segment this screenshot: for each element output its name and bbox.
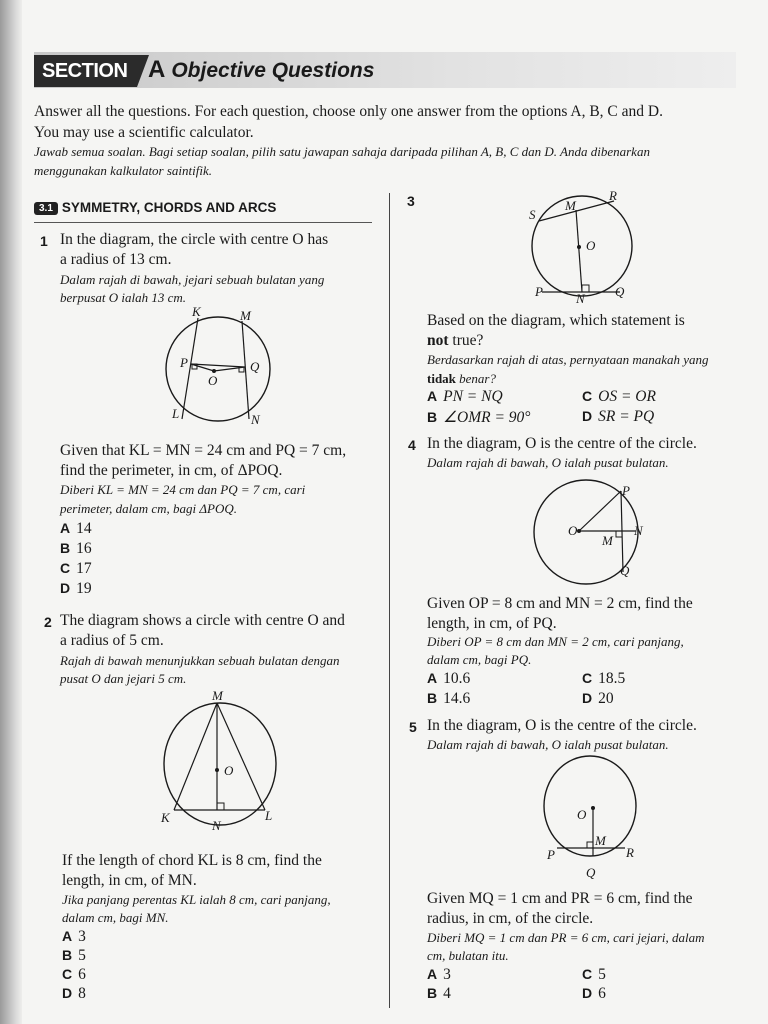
q5-option-c[interactable]: C 5 — [582, 966, 606, 983]
column-divider — [389, 193, 390, 1008]
q1-line-oq — [214, 367, 245, 371]
q4-given-en-1: Given OP = 8 cm and MN = 2 cm, find the — [427, 595, 693, 612]
q3-label-n: N — [576, 291, 585, 304]
q3-text-true: true? — [448, 332, 484, 349]
q5-option-b[interactable]: B 4 — [427, 985, 451, 1002]
q1-label-q: Q — [250, 359, 260, 374]
q1-diagram — [160, 304, 280, 432]
q5-text-ms-1: Dalam rajah di bawah, O ialah pusat bulatan. — [427, 737, 669, 752]
q4-label-n: N — [634, 523, 643, 538]
instructions-ms-1: Jawab semua soalan. Bagi setiap soalan, pilih satu jawapan sahaja daripada pilihan A, B, C dan D. Anda dibenarkan — [34, 144, 650, 159]
q3-line-mn — [576, 210, 582, 292]
q1-given-en-2: find the perimeter, in cm, of ΔPOQ. — [60, 462, 283, 479]
q4-option-c[interactable]: C 18.5 — [582, 670, 626, 687]
section-title — [148, 56, 374, 85]
q5-text-en-1: In the diagram, O is the centre of the circle. — [427, 717, 697, 734]
q4-label-p: P — [622, 483, 630, 498]
q2-option-c[interactable]: C 6 — [62, 966, 86, 983]
q2-circle — [164, 703, 276, 825]
q1-option-c[interactable]: C 17 — [60, 560, 92, 577]
q1-given-ms-1: Diberi KL = MN = 24 cm dan PQ = 7 cm, cari — [60, 482, 306, 497]
q3-text-benar: benar? — [455, 371, 496, 386]
q4-given-ms-1: Diberi OP = 8 cm dan MN = 2 cm, cari panjang, — [427, 634, 684, 649]
q3-text-ms-2 — [427, 369, 496, 388]
q3-label-o: O — [586, 238, 596, 253]
q1-text-en-1: In the diagram, the circle with centre O has — [60, 231, 329, 248]
topic-number: 3.1 — [34, 202, 58, 215]
q2-right-angle-n — [217, 803, 224, 810]
section-letter: A — [148, 56, 166, 83]
q5-label-o: O — [577, 807, 587, 822]
q2-label-n: N — [212, 818, 221, 833]
q2-option-a[interactable]: A 3 — [62, 928, 86, 945]
q4-option-b[interactable]: B 14.6 — [427, 690, 471, 707]
q2-option-d[interactable]: D 8 — [62, 985, 86, 1002]
topic-heading — [34, 200, 372, 223]
q5-label-r: R — [626, 845, 634, 860]
q3-label-r: R — [609, 188, 617, 203]
q3-diagram — [525, 188, 640, 304]
q1-number: 1 — [40, 233, 48, 249]
q4-option-d[interactable]: D 20 — [582, 690, 614, 707]
q2-given-ms-1: Jika panjang perentas KL ialah 8 cm, cari panjang, — [62, 892, 331, 907]
q4-line-op — [579, 491, 621, 531]
q3-text-en-2 — [427, 331, 483, 351]
q1-option-a[interactable]: A 14 — [60, 520, 92, 537]
q1-label-p: P — [180, 355, 188, 370]
q2-given-ms-2: dalam cm, bagi MN. — [62, 910, 169, 925]
q4-number: 4 — [408, 437, 416, 453]
instructions-en-1: Answer all the questions. For each question, choose only one answer from the options A, B, C and D. — [34, 103, 663, 120]
q1-label-l: L — [172, 406, 180, 421]
q2-number: 2 — [44, 614, 52, 630]
q5-given-ms-1: Diberi MQ = 1 cm dan PR = 6 cm, cari jejari, dalam — [427, 930, 705, 945]
q3-number: 3 — [407, 193, 415, 209]
q4-option-a[interactable]: A 10.6 — [427, 670, 471, 687]
q1-text-ms-2: berpusat O ialah 13 cm. — [60, 290, 187, 305]
q3-label-m: M — [565, 198, 576, 213]
q4-right-angle-m — [616, 531, 622, 537]
q4-centre-point — [577, 529, 581, 533]
topic-title: SYMMETRY, CHORDS AND ARCS — [61, 200, 277, 215]
q3-circle — [532, 196, 632, 296]
q5-given-ms-2: cm, bulatan itu. — [427, 948, 509, 963]
q2-text-ms-2: pusat O dan jejari 5 cm. — [60, 671, 187, 686]
q1-option-b[interactable]: B 16 — [60, 540, 92, 557]
section-title-text: Objective Questions — [171, 59, 375, 82]
q1-text-en-2: a radius of 13 cm. — [60, 251, 172, 268]
q2-given-en-2: length, in cm, of MN. — [62, 872, 197, 889]
q1-text-ms-1: Dalam rajah di bawah, jejari sebuah bulatan yang — [60, 272, 325, 287]
q1-given-ms-2: perimeter, dalam cm, bagi ΔPOQ. — [60, 501, 237, 516]
q4-diagram — [530, 474, 655, 592]
q1-label-m: M — [240, 308, 251, 323]
instructions-en-2: You may use a scientific calculator. — [34, 124, 254, 141]
q1-label-k: K — [192, 304, 201, 319]
q2-text-ms-1: Rajah di bawah menunjukkan sebuah bulatan dengan — [60, 653, 340, 668]
q2-option-b[interactable]: B 5 — [62, 947, 86, 964]
q2-text-en-1: The diagram shows a circle with centre O and — [60, 612, 345, 629]
page-binding-shadow — [0, 0, 22, 1024]
q5-centre-point — [591, 806, 595, 810]
q4-label-o: O — [568, 523, 578, 538]
q3-option-d[interactable]: D SR = PQ — [582, 408, 655, 425]
q3-option-c[interactable]: C OS = OR — [582, 388, 656, 405]
q3-option-b[interactable]: B ∠OMR = 90° — [427, 409, 531, 426]
q1-label-n: N — [251, 412, 260, 427]
q5-diagram — [538, 753, 648, 883]
q1-chord-mn — [242, 321, 249, 419]
q3-option-a[interactable]: A PN = NQ — [427, 388, 503, 405]
q2-label-m: M — [212, 688, 223, 703]
q1-given-en-1: Given that KL = MN = 24 cm and PQ = 7 cm, — [60, 442, 347, 459]
q2-label-o: O — [224, 763, 234, 778]
q2-label-l: L — [265, 808, 273, 823]
q4-text-en-1: In the diagram, O is the centre of the circle. — [427, 435, 697, 452]
q2-label-k: K — [161, 810, 170, 825]
q5-option-d[interactable]: D 6 — [582, 985, 606, 1002]
q5-given-en-2: radius, in cm, of the circle. — [427, 910, 594, 927]
q3-label-q: Q — [615, 284, 625, 299]
q4-given-en-2: length, in cm, of PQ. — [427, 615, 557, 632]
q2-given-en-1: If the length of chord KL is 8 cm, find the — [62, 852, 322, 869]
q1-label-o: O — [208, 373, 218, 388]
instructions-ms-2: menggunakan kalkulator saintifik. — [34, 163, 213, 178]
q3-label-s: S — [529, 207, 536, 222]
q5-label-p: P — [547, 847, 555, 862]
q3-text-not: not — [427, 332, 449, 349]
q4-text-ms-1: Dalam rajah di bawah, O ialah pusat bulatan. — [427, 455, 669, 470]
q5-label-m: M — [595, 833, 606, 848]
q2-centre-point — [215, 768, 219, 772]
q3-centre-point — [577, 245, 581, 249]
section-label: SECTION — [34, 55, 137, 87]
q2-line-mk — [174, 703, 217, 810]
q3-label-p: P — [535, 284, 543, 299]
q5-number: 5 — [409, 719, 417, 735]
q5-label-q: Q — [586, 865, 596, 880]
q5-circle — [544, 756, 636, 856]
q3-text-tidak: tidak — [427, 371, 456, 386]
q4-label-q: Q — [620, 563, 630, 578]
q5-given-en-1: Given MQ = 1 cm and PR = 6 cm, find the — [427, 890, 693, 907]
q5-right-angle-m — [587, 842, 593, 848]
q3-text-ms-1: Berdasarkan rajah di atas, pernyataan manakah yang — [427, 352, 709, 367]
q2-text-en-2: a radius of 5 cm. — [60, 632, 164, 649]
q1-option-d[interactable]: D 19 — [60, 580, 92, 597]
q5-option-a[interactable]: A 3 — [427, 966, 451, 983]
q3-text-en-1: Based on the diagram, which statement is — [427, 312, 685, 329]
q2-diagram — [150, 688, 290, 836]
q4-label-m: M — [602, 533, 613, 548]
q4-given-ms-2: dalam cm, bagi PQ. — [427, 652, 532, 667]
